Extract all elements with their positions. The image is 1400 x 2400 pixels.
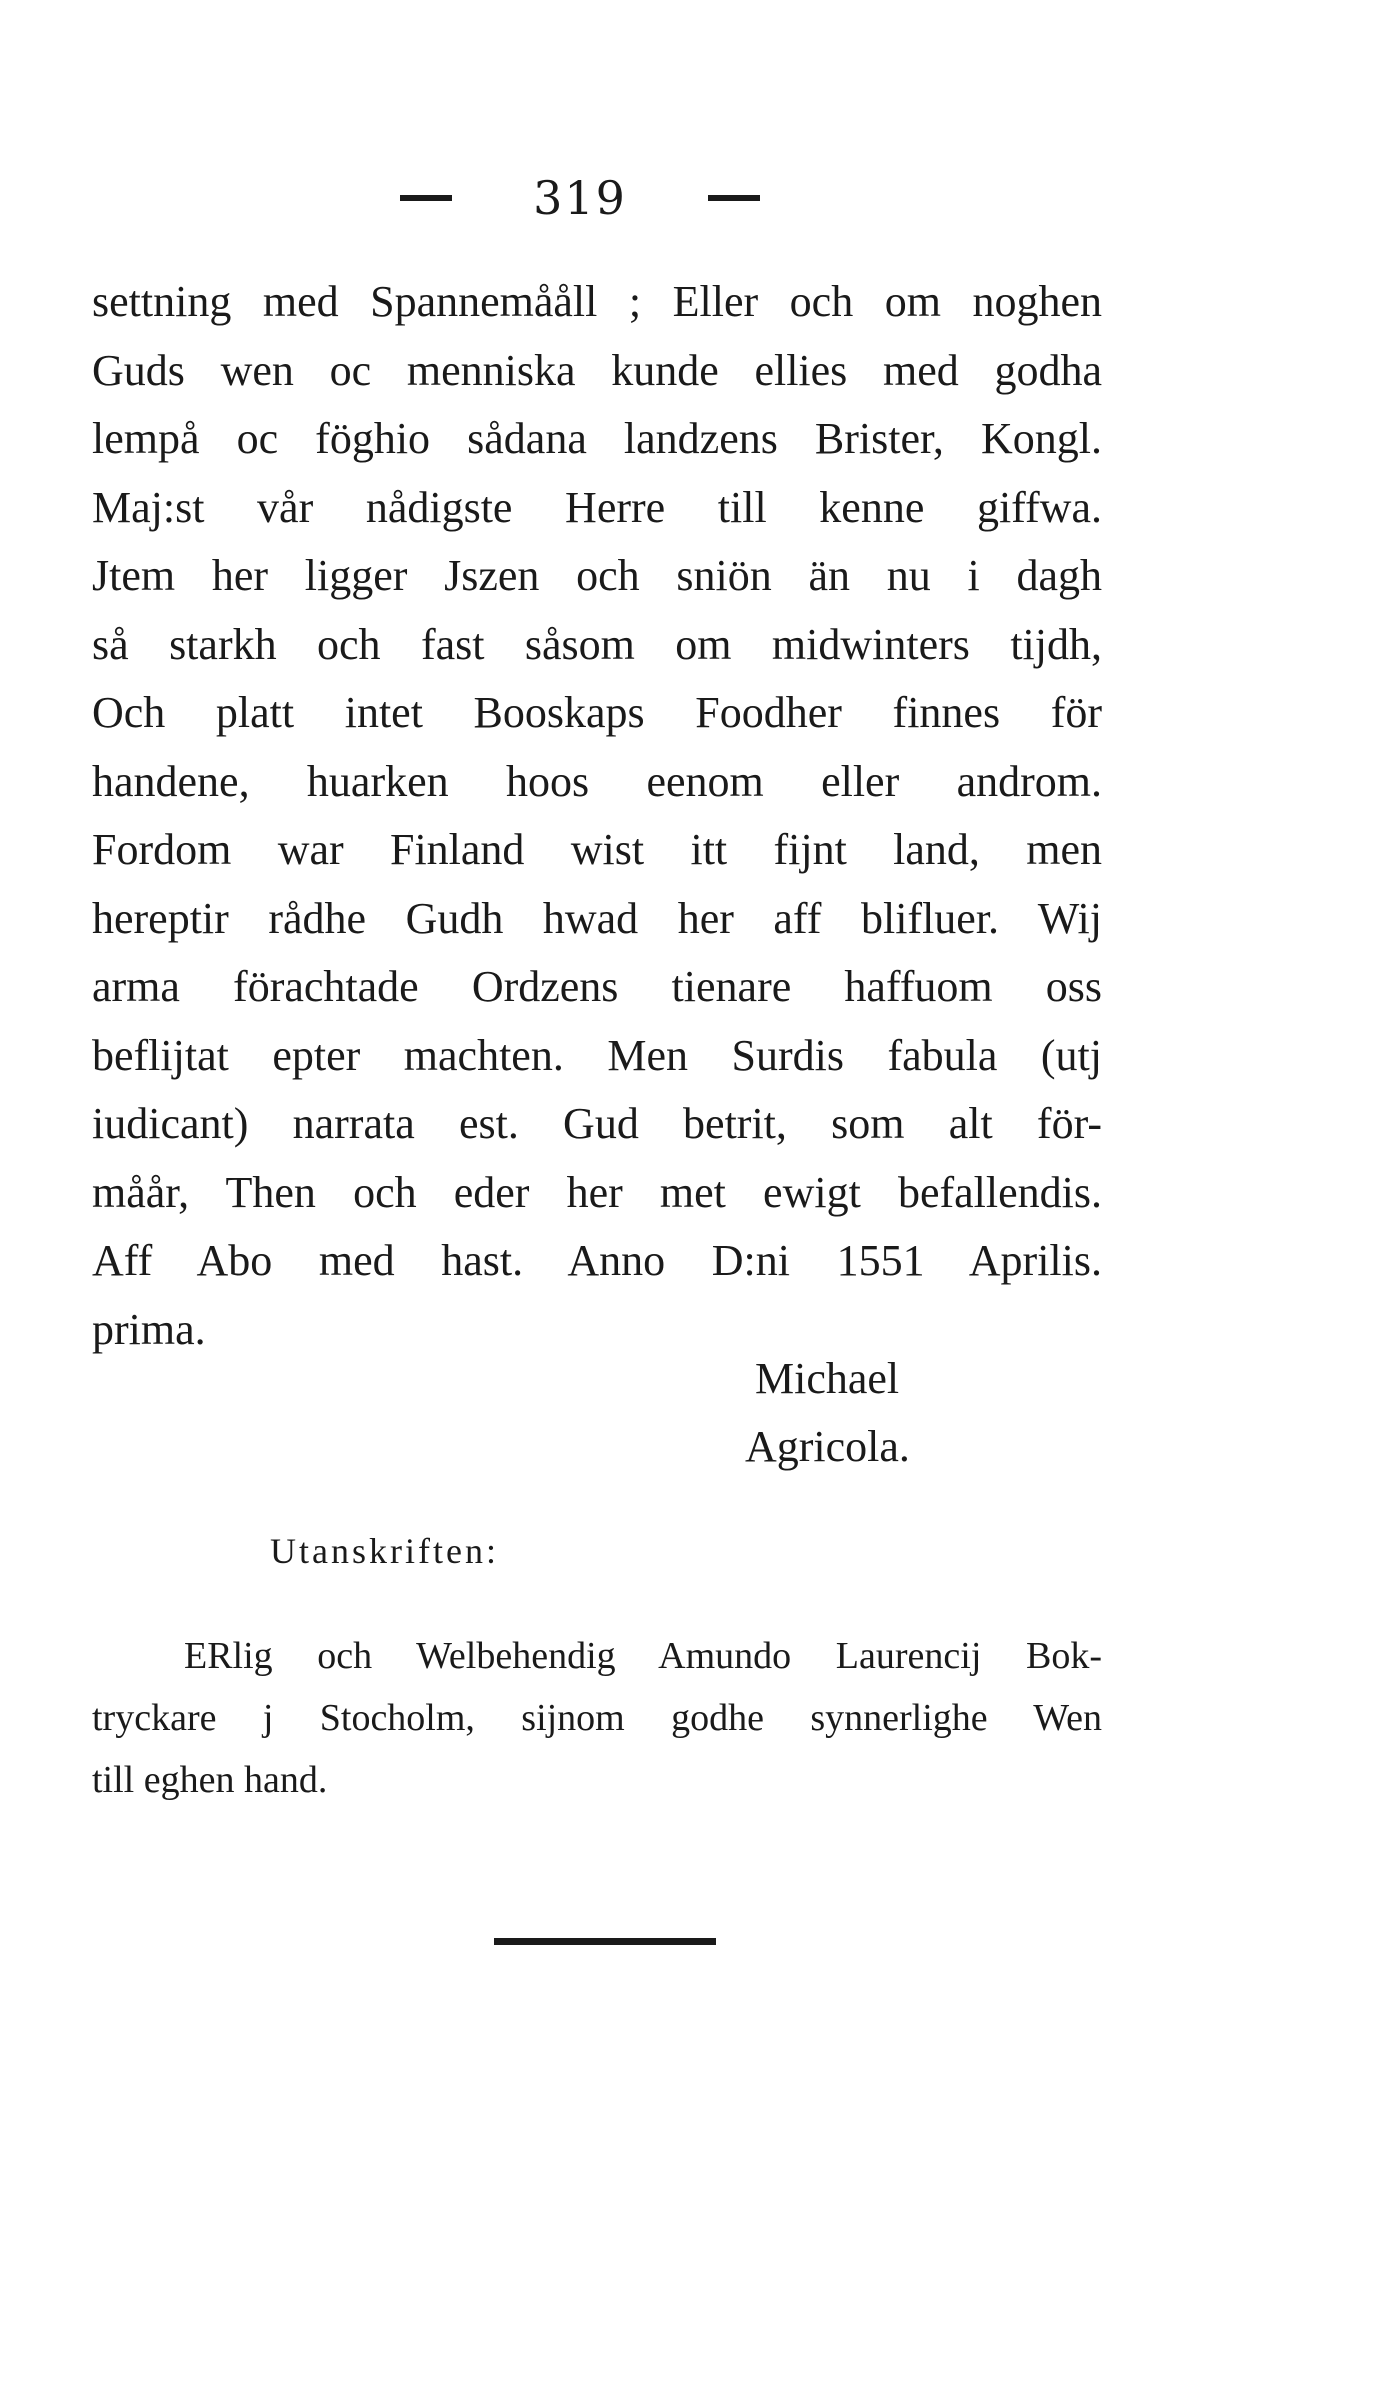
text-line: hereptir rådhe Gudh hwad her aff blifluer. Wij	[92, 893, 1102, 943]
signature	[745, 1345, 1055, 1481]
header-dash-right	[708, 195, 760, 201]
text-line: prima.	[92, 1304, 206, 1354]
text-line: Aff Abo med hast. Anno D:ni 1551 Aprilis.	[92, 1236, 1102, 1285]
signature-given-name: Michael	[755, 1354, 900, 1403]
signature-surname: Agricola.	[745, 1422, 910, 1471]
outside-inscription-heading: Utanskriften:	[270, 1531, 499, 1571]
text-line: beflijtat epter machten. Men Surdis fabula (utj	[92, 1030, 1102, 1080]
text-line: iudicant) narrata est. Gud betrit, som alt för-	[92, 1099, 1102, 1148]
address-line: tryckare j Stocholm, sijnom godhe synnerlighe Wen	[92, 1697, 1102, 1739]
header-dash-left	[400, 195, 452, 201]
text-line: settning med Spannemååll ; Eller och om noghen	[92, 277, 1102, 326]
text-line: Maj:st vår nådigste Herre till kenne giffwa.	[92, 482, 1102, 532]
page-number: 319	[533, 171, 627, 225]
letter-body	[92, 268, 1102, 1364]
text-line: handene, huarken hoos eenom eller androm.	[92, 756, 1102, 806]
outside-address	[92, 1625, 1102, 1811]
address-line: ERlig och Welbehendig Amundo Laurencij Bok-	[184, 1635, 1102, 1677]
address-line: till eghen hand.	[92, 1759, 328, 1801]
text-line: Och platt intet Booskaps Foodher finnes för	[92, 688, 1102, 737]
text-line: Jtem her ligger Jszen och sniön än nu i dagh	[92, 551, 1102, 600]
end-rule	[494, 1938, 716, 1945]
text-line: så starkh och fast såsom om midwinters tijdh,	[92, 619, 1102, 669]
text-line: lempå oc föghio sådana landzens Brister, Kongl.	[92, 414, 1102, 463]
page-header	[400, 168, 760, 228]
text-line: arma förachtade Ordzens tienare haffuom oss	[92, 962, 1102, 1011]
text-line: Guds wen oc menniska kunde ellies med godha	[92, 345, 1102, 395]
text-line: Fordom war Finland wist itt fijnt land, men	[92, 825, 1102, 874]
text-line: måår, Then och eder her met ewigt befallendis.	[92, 1167, 1102, 1217]
